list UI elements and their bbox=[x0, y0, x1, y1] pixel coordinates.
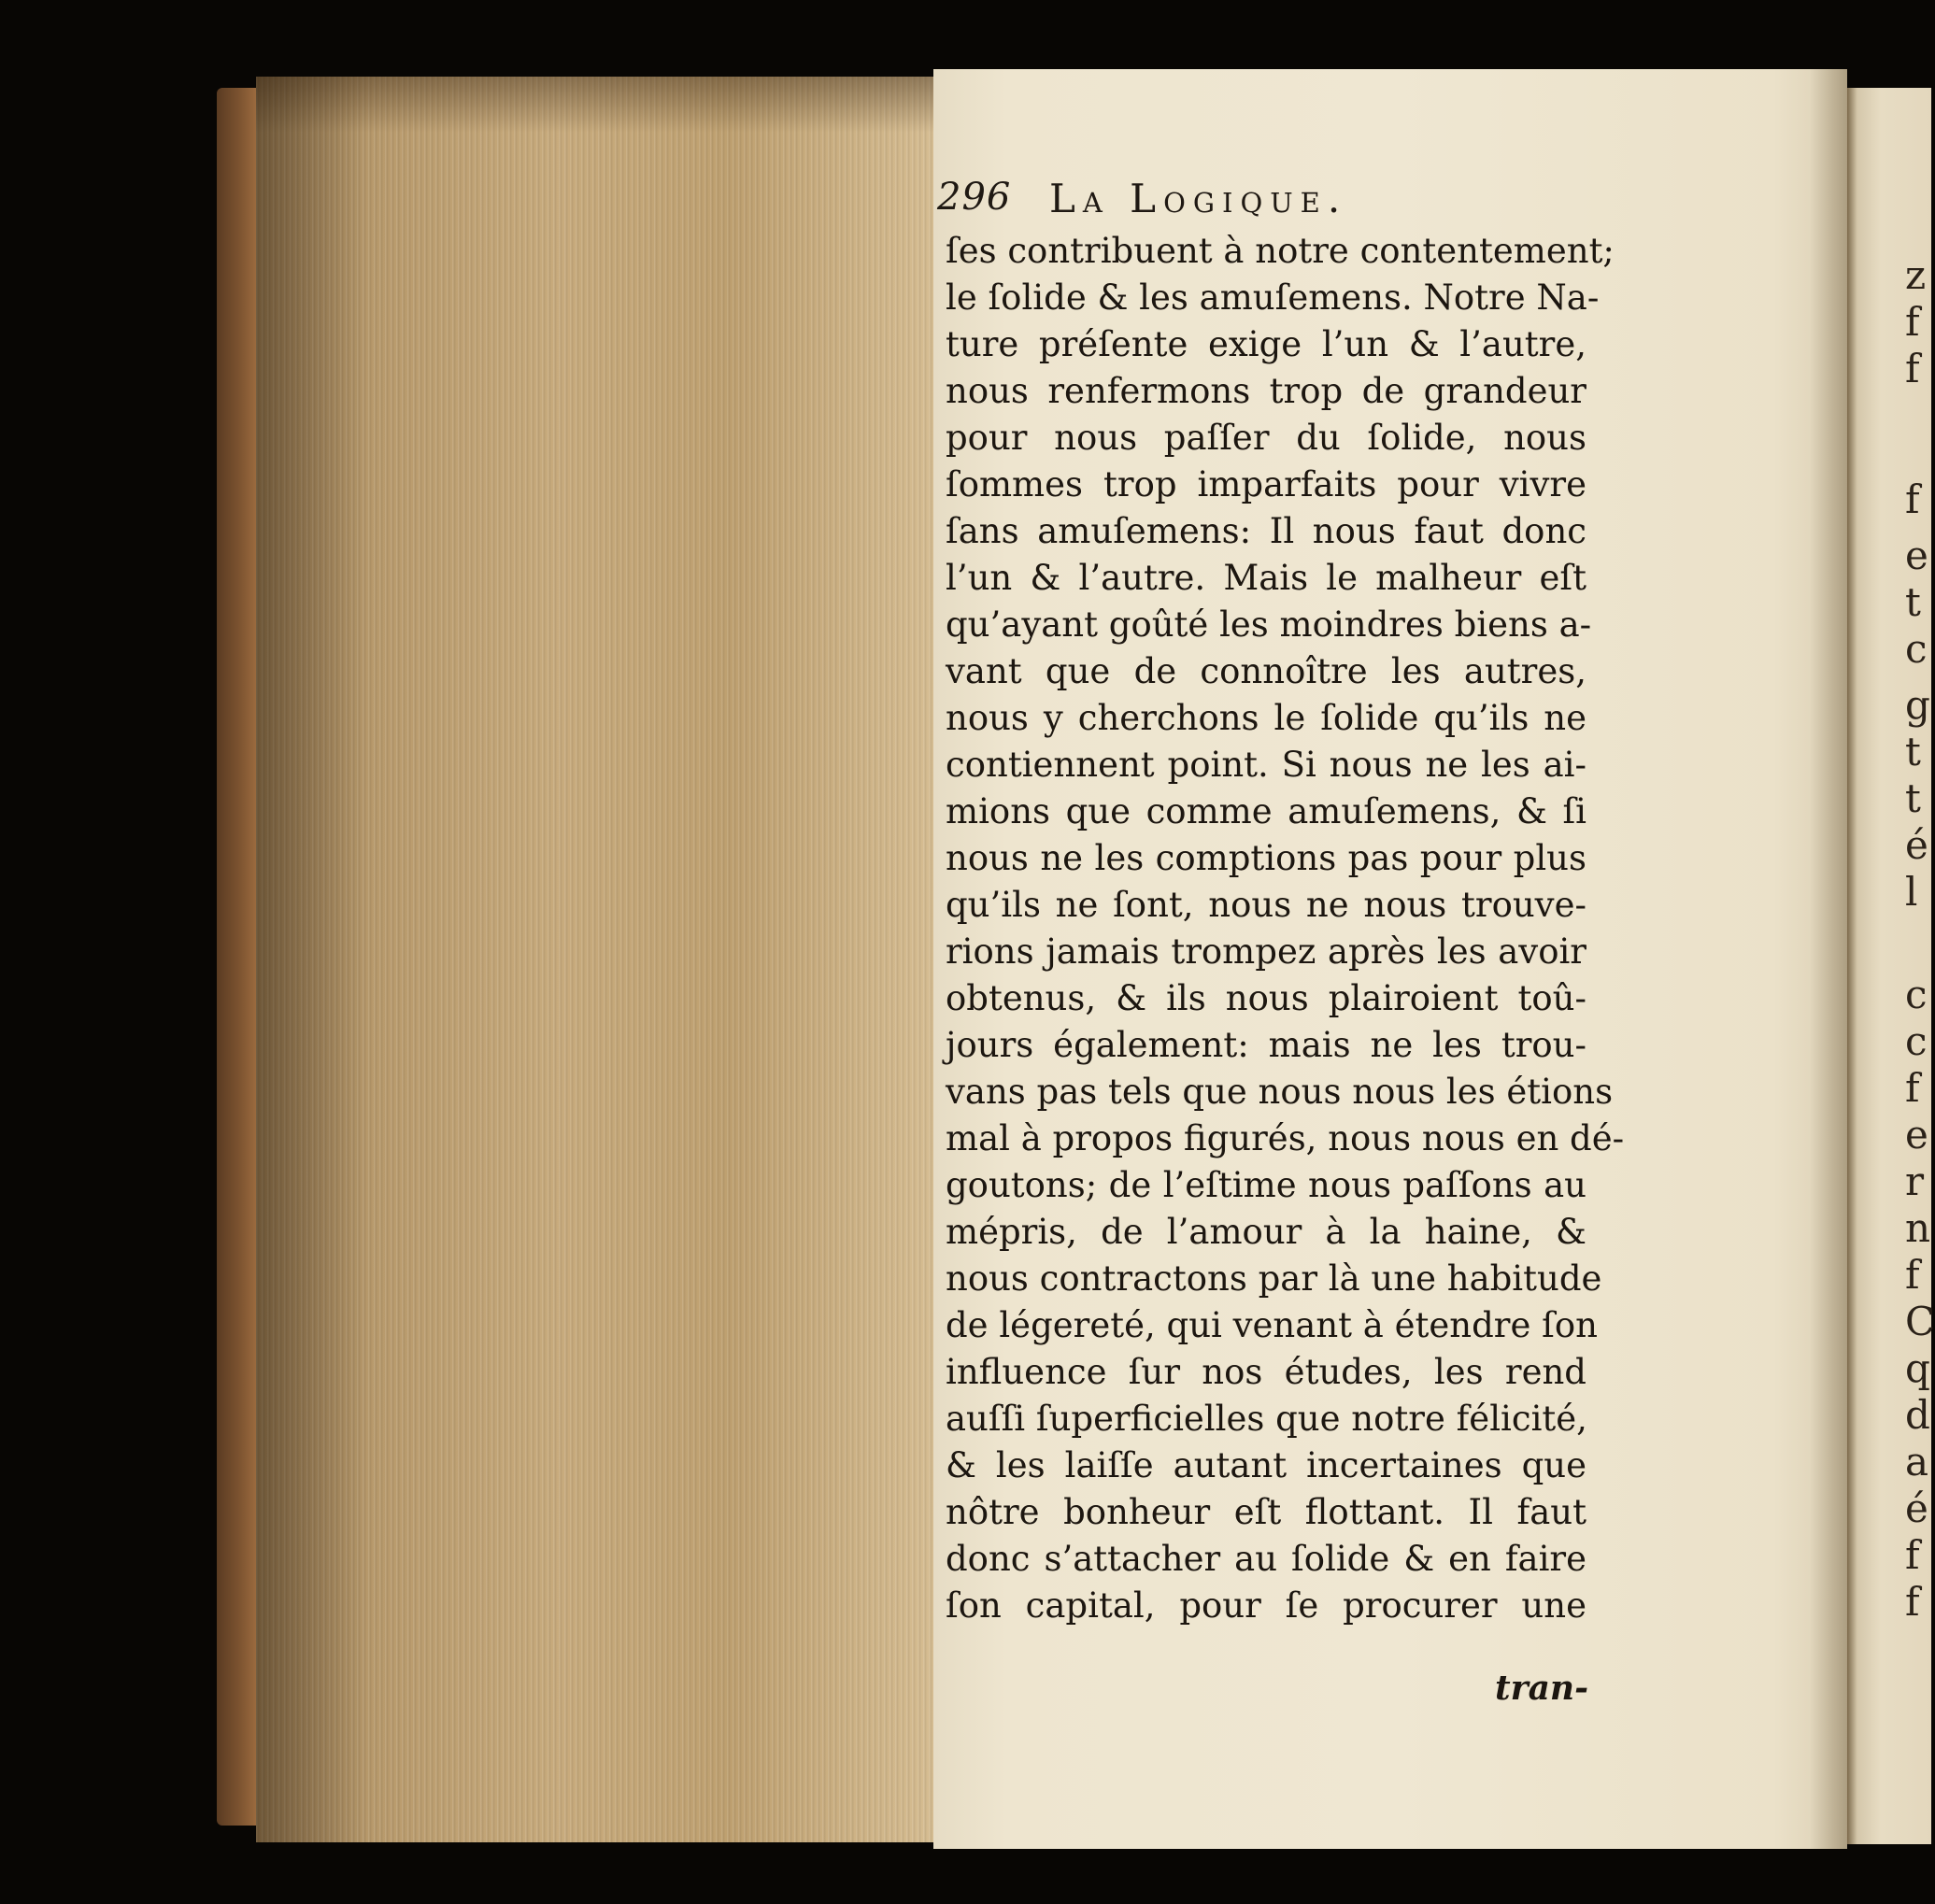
text-line: mépris, de l’amour à la haine, & bbox=[946, 1212, 1586, 1252]
text-line: de légereté, qui venant à étendre ſon bbox=[946, 1305, 1598, 1345]
text-line: ſans amuſemens: Il nous faut donc bbox=[946, 511, 1586, 551]
text-line: & les laiſſe autant incertaines que bbox=[946, 1445, 1586, 1485]
text-line: goutons; de l’eſtime nous paſſons au bbox=[946, 1165, 1586, 1205]
text-line: obtenus, & ils nous plairoient toû- bbox=[946, 978, 1586, 1018]
text-line: ſommes trop imparfaits pour vivre bbox=[946, 464, 1586, 504]
text-line: le ſolide & les amuſemens. Notre Na- bbox=[946, 277, 1600, 318]
text-line: nôtre bonheur eſt flottant. Il faut bbox=[946, 1492, 1586, 1532]
text-line: vans pas tels que nous nous les étions bbox=[946, 1072, 1614, 1112]
text-line: pour nous paſſer du ſolide, nous bbox=[946, 418, 1586, 458]
text-line: auſſi ſuperficielles que notre félicité, bbox=[946, 1399, 1587, 1439]
page-number: 296 bbox=[937, 176, 1012, 219]
text-line: nous ne les comptions pas pour plus bbox=[946, 838, 1586, 878]
catchword: tran- bbox=[1495, 1669, 1589, 1708]
text-line: contiennent point. Si nous ne les ai- bbox=[946, 745, 1586, 785]
text-line: nous renfermons trop de grandeur bbox=[946, 371, 1586, 411]
text-line: donc s’attacher au ſolide & en faire bbox=[946, 1539, 1586, 1579]
text-line: vant que de connoître les autres, bbox=[946, 651, 1586, 691]
text-line: ſon capital, pour ſe procurer une bbox=[946, 1585, 1586, 1626]
running-title: La Logique. bbox=[1049, 176, 1348, 221]
text-line: mions que comme amuſemens, & ſi bbox=[946, 791, 1586, 831]
text-line: nous contractons par là une habitude bbox=[946, 1258, 1602, 1299]
text-line: rions jamais trompez après les avoir bbox=[946, 931, 1586, 972]
text-line: ſes contribuent à notre contentement; bbox=[946, 231, 1615, 271]
text-line: influence ſur nos études, les rend bbox=[946, 1352, 1586, 1392]
text-line: ture préſente exige l’un & l’autre, bbox=[946, 324, 1586, 364]
text-line: qu’ayant goûté les moindres biens a- bbox=[946, 604, 1592, 645]
page-edges bbox=[256, 77, 933, 1842]
text-line: jours également: mais ne les trou- bbox=[946, 1025, 1586, 1065]
facing-page-edge: z f f f e t c g t t é l c c f e r n f C q d a é f f bbox=[1847, 88, 1931, 1844]
text-line: qu’ils ne ſont, nous ne nous trouve- bbox=[946, 885, 1586, 925]
body-text bbox=[946, 228, 1625, 1629]
text-line: mal à propos figurés, nous nous en dé- bbox=[946, 1118, 1625, 1158]
text-line: nous y cherchons le ſolide qu’ils ne bbox=[946, 698, 1586, 738]
page-header bbox=[937, 176, 1591, 232]
text-line: l’un & l’autre. Mais le malheur eſt bbox=[946, 558, 1586, 598]
